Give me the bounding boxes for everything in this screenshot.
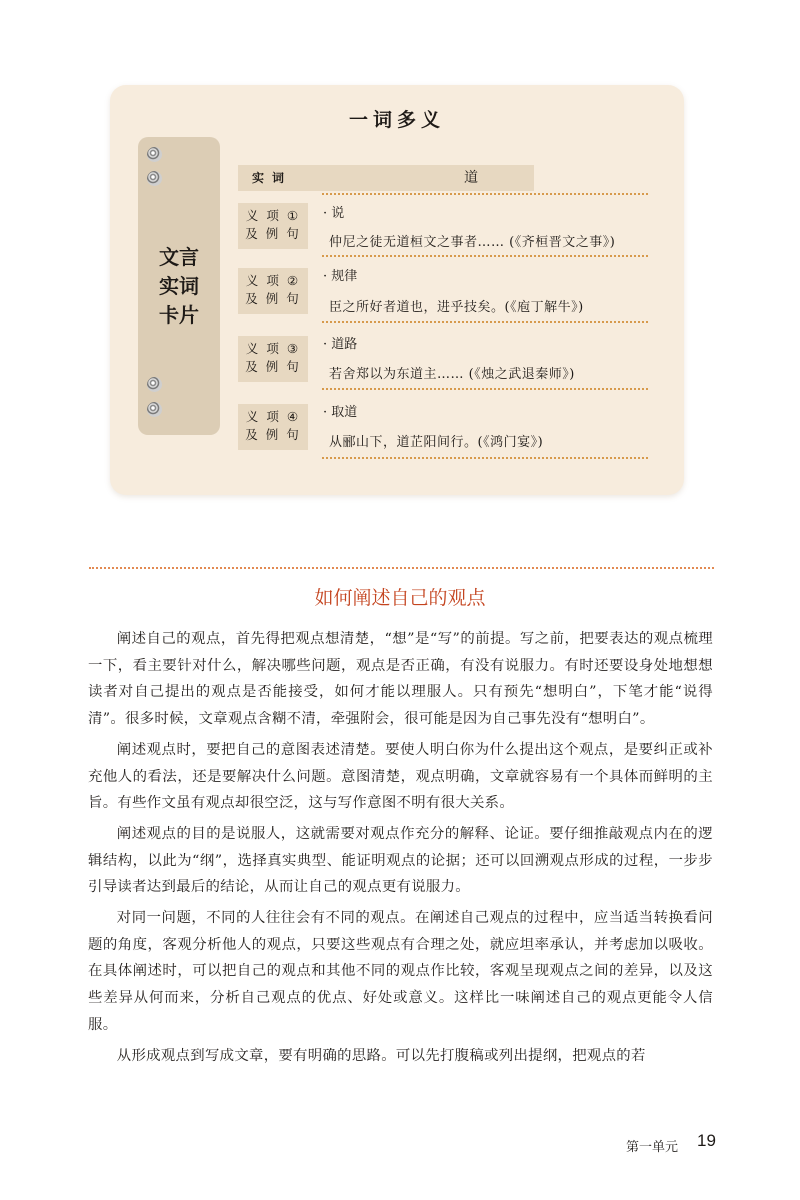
paragraph: 阐述观点时，要把自己的意图表述清楚。要使人明白你为什么提出这个观点，是要纠正或补充他人的看法，还是要解决什么问题。意图清楚，观点明确，文章就容易有一个具体而鲜明的主旨。有些作文虽有观点却很空泛，这与写作意图不明有很大关系。 [88,741,713,812]
paragraph: 阐述自己的观点，首先得把观点想清楚，“想”是“写”的前提。写之前，把要表达的观点梳理一下，看主要针对什么，解决哪些问题，观点是否正确，有没有说服力。有时还要设身处地想想读者对自己提出的观点是否能接受，如何才能以理服人。只有预先“想明白”，下笔才能“说得清”。很多时候，文章观点含糊不清，牵强附会，很可能是因为自己事先没有“想明白”。 [88,631,713,728]
paragraph: 从形成观点到写成文章，要有明确的思路。可以先打腹稿或列出提纲，把观点的若 [116,1047,646,1064]
paragraph: 阐述观点的目的是说服人，这就需要对观点作充分的解释、论证。要仔细推敲观点内在的逻辑结构，以此为“纲”，选择真实典型、能证明观点的论据；还可以回溯观点形成的过程，一步步引导读者达到最后的结论，从而让自己的观点更有说服力。 [88,825,713,896]
decorative-dot-icon [147,377,162,392]
section-divider [89,567,714,569]
sense-example: 仲尼之徒无道桓文之事者…… (《齐桓晋文之事》) [329,235,616,250]
sense-label: 义 项 ② 及 例 句 [238,268,308,314]
sense-example: 若舍郑以为东道主…… (《烛之武退秦师》) [329,367,575,382]
vocabulary-card [110,85,684,495]
side-label-text: 文言 实词 卡片 [159,245,199,327]
card-title: 一词多义 [348,109,445,131]
sense-meaning: · 规律 [323,269,358,284]
paragraph: 对同一问题，不同的人往往会有不同的观点。在阐述自己观点的过程中，应当适当转换看问题的角度，客观分析他人的观点，只要这些观点有合理之处，就应坦率承认，并考虑加以吸收。在具体阐述时，可以把自己的观点和其他不同的观点作比较，客观呈现观点之间的差异，以及这些差异从何而来，分析自己观点的优点、好处或意义。这样比一味阐述自己的观点更能令人信服。 [88,910,713,1033]
decorative-dot-icon [147,171,162,186]
sense-example: 从郦山下，道芷阳间行。(《鸿门宴》) [329,435,544,450]
decorative-dot-icon [147,402,162,417]
card-side-label [138,137,220,435]
divider [322,193,648,195]
sense-label: 义 项 ① 及 例 句 [238,203,308,249]
section-title: 如何阐述自己的观点 [314,587,486,609]
decorative-dot-icon [147,147,162,162]
sense-meaning: · 说 [323,206,345,221]
divider [322,388,648,390]
body-text [88,626,713,1073]
sense-label: 义 项 ④ 及 例 句 [238,404,308,450]
page-number: 19 [697,1131,716,1150]
term-label: 实词 [251,171,292,185]
footer-unit-label: 第一单元 [626,1140,679,1155]
term-word: 道 [464,170,478,186]
divider [322,457,648,459]
sense-label: 义 项 ③ 及 例 句 [238,336,308,382]
sense-meaning: · 道路 [323,337,358,352]
divider [322,321,648,323]
sense-meaning: · 取道 [323,405,358,420]
divider [322,255,648,257]
sense-example: 臣之所好者道也，进乎技矣。(《庖丁解牛》) [329,300,584,315]
